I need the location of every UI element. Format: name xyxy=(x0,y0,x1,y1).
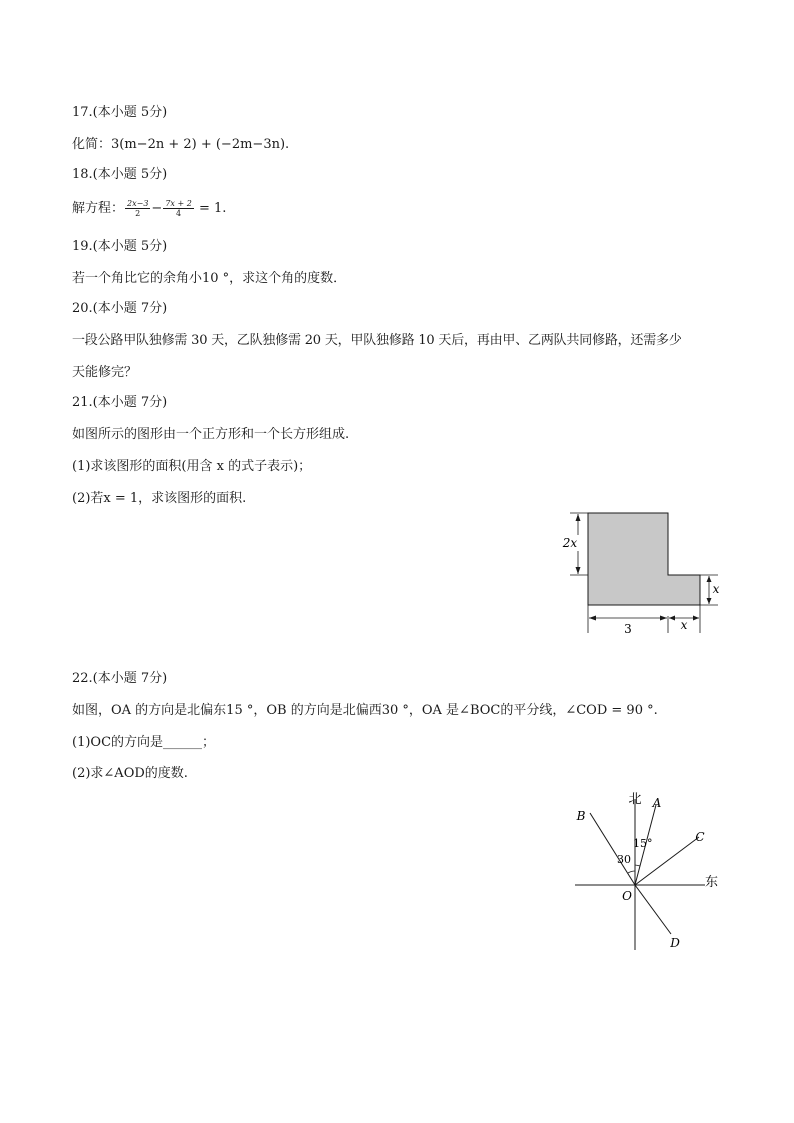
q22-label-c: C xyxy=(695,830,705,844)
q22-header: 22.(本小题 7分) xyxy=(72,671,168,686)
q22-label-b: B xyxy=(576,809,586,823)
q22-intro: 如图，OA 的方向是北偏东15 °，OB 的方向是北偏西30 °，OA 是∠BOC的平分线，∠COD = 90 °. xyxy=(72,703,658,718)
q21-shape-fill xyxy=(588,513,700,605)
q22-label-angle15: 15° xyxy=(633,837,653,850)
q17-body: 化简：3(m−2n + 2) + (−2m−3n). xyxy=(72,137,290,152)
q18-frac1-denominator: 2 xyxy=(135,209,141,218)
q18-frac1-numerator: 2x−3 xyxy=(127,199,149,208)
q21-header: 21.(本小题 7分) xyxy=(72,395,168,410)
q22-label-d: D xyxy=(670,936,680,950)
q21-label-x-right: x xyxy=(712,582,720,596)
q22-label-east: 东 xyxy=(705,875,719,890)
q21-label-x-bottom: x xyxy=(680,618,688,632)
q22-part1: (1)OC的方向是______； xyxy=(72,735,216,750)
q19-header: 19.(本小题 5分) xyxy=(72,239,168,254)
q18-prefix: 解方程： xyxy=(72,201,125,216)
q22-ray-ob xyxy=(590,813,635,885)
q22-ray-od xyxy=(635,885,671,934)
q18-header: 18.(本小题 5分) xyxy=(72,167,168,182)
q18-minus: − xyxy=(151,201,163,216)
q18-fraction-2 xyxy=(163,199,193,218)
q20-line1: 一段公路甲队独修需 30 天，乙队独修需 20 天，甲队独修路 10 天后，再由甲、乙两队共同修路，还需多少 xyxy=(72,333,682,348)
q18-suffix: = 1. xyxy=(198,201,227,216)
q21-figure xyxy=(550,505,730,640)
q22-figure xyxy=(565,785,735,955)
q18-equation xyxy=(72,199,226,218)
q19-body: 若一个角比它的余角小10 °，求这个角的度数． xyxy=(72,271,347,286)
q21-intro: 如图所示的图形由一个正方形和一个长方形组成. xyxy=(72,427,350,442)
q22-label-north: 北 xyxy=(628,792,642,807)
q18-fraction-1 xyxy=(125,199,150,218)
q20-header: 20.(本小题 7分) xyxy=(72,301,168,316)
q20-line2: 天能修完？ xyxy=(72,365,138,380)
q21-part1: (1)求该图形的面积(用含 x 的式子表示)； xyxy=(72,459,312,474)
q18-frac2-denominator: 4 xyxy=(176,209,182,218)
q21-label-3: 3 xyxy=(624,622,632,636)
q22-label-o: O xyxy=(622,889,632,903)
q18-frac2-numerator: 7x + 2 xyxy=(165,199,192,208)
q22-label-a: A xyxy=(652,796,662,810)
q22-part2: (2)求∠AOD的度数. xyxy=(72,766,188,781)
q22-label-angle30: 30 xyxy=(617,853,631,866)
q17-header: 17.(本小题 5分) xyxy=(72,105,168,120)
q21-label-2x: 2x xyxy=(562,536,578,550)
q21-part2: (2)若x = 1，求该图形的面积. xyxy=(72,491,247,506)
